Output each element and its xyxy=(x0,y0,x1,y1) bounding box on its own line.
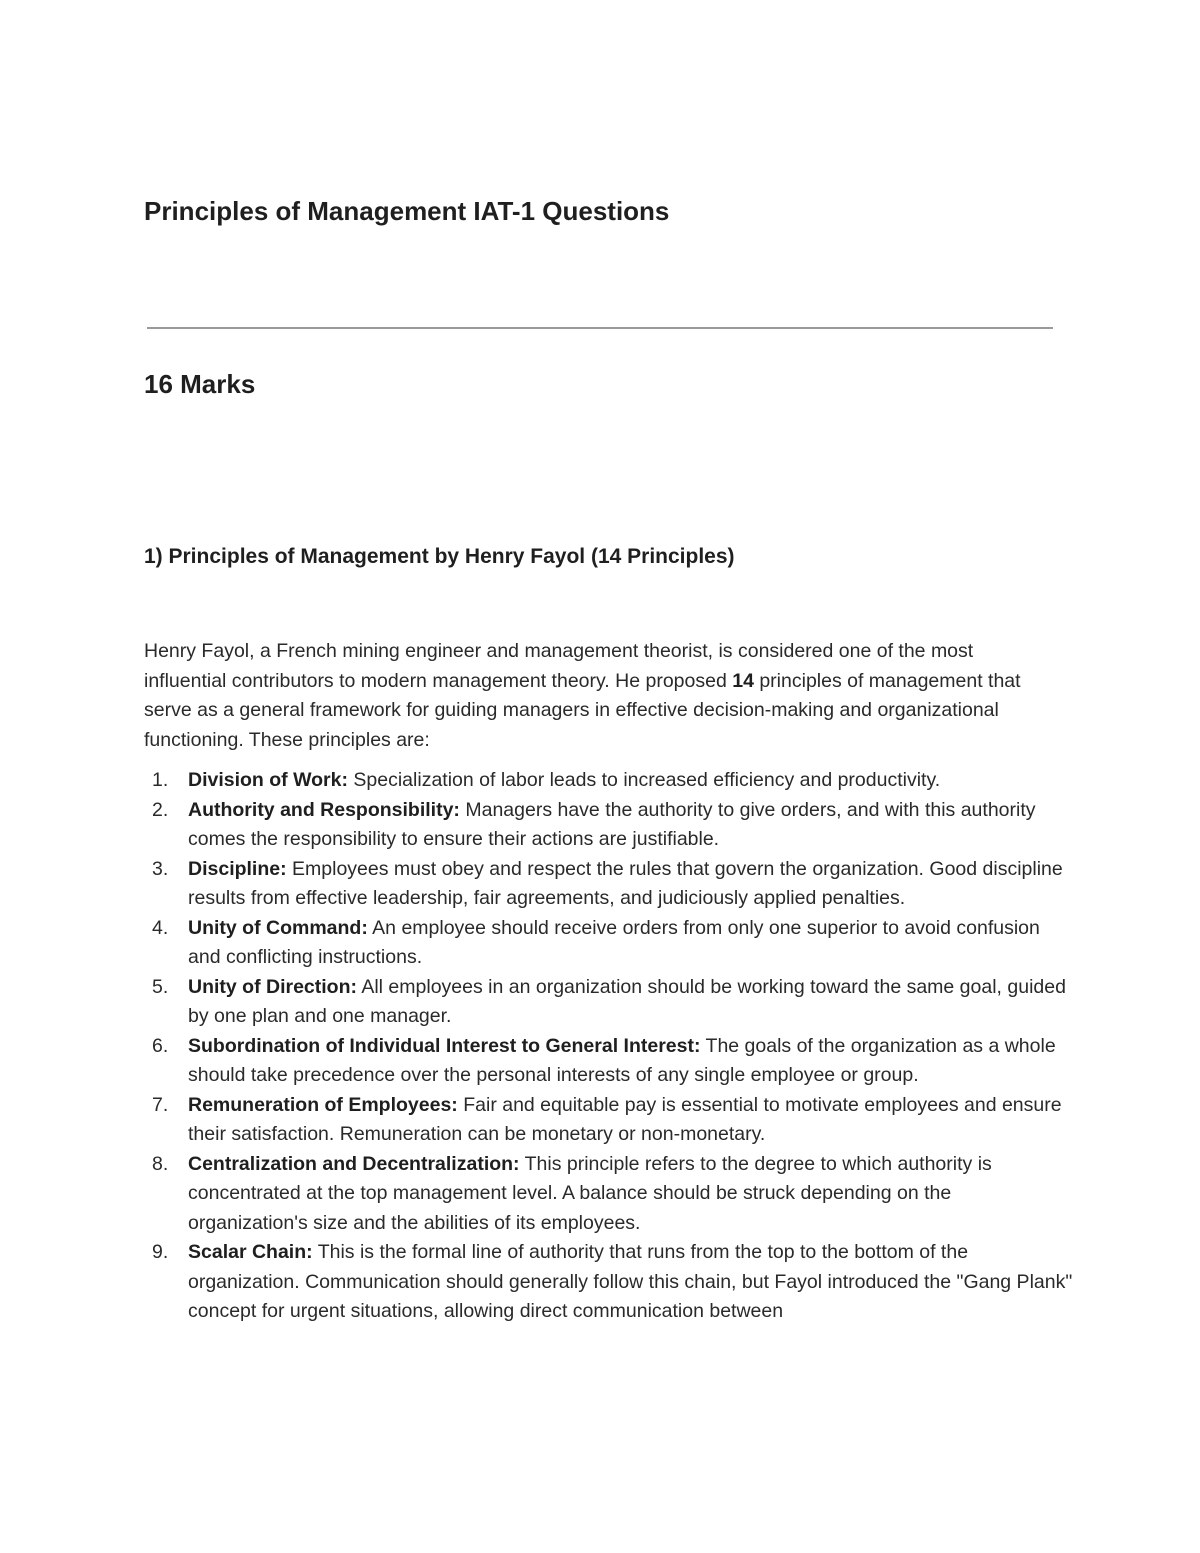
list-item xyxy=(144,766,1074,796)
list-item xyxy=(144,796,1074,855)
section-heading: 16 Marks xyxy=(144,369,256,399)
principle-description: Fair and equitable pay is essential to motivate employees and ensure their satisfaction. Remuneration can be monetary or non-monetary. xyxy=(188,1093,1062,1145)
principle-term: Scalar Chain: xyxy=(188,1241,313,1263)
list-number: 5. xyxy=(152,975,169,998)
horizontal-divider xyxy=(147,327,1053,329)
document-title: Principles of Management IAT-1 Questions xyxy=(144,196,670,226)
principle-term: Division of Work: xyxy=(188,769,348,791)
list-item xyxy=(144,914,1074,973)
list-number: 4. xyxy=(152,916,169,939)
principle-term: Authority and Responsibility: xyxy=(188,798,460,821)
principles-list xyxy=(144,766,1074,1327)
principle-term: Unity of Command: xyxy=(188,916,368,939)
list-number: 9. xyxy=(152,1241,169,1263)
list-number: 3. xyxy=(152,857,169,880)
question-heading: 1) Principles of Management by Henry Fayol (14 Principles) xyxy=(144,545,735,568)
principle-description: This is the formal line of authority that runs from the top to the bottom of the organization. Communication should generally follow this chain, but Fayol introduced the "Gang Plank" concept for urgent situations, allowing direct communication between xyxy=(188,1241,1073,1322)
list-item xyxy=(144,855,1074,914)
list-item xyxy=(144,1091,1074,1150)
list-number: 1. xyxy=(152,769,169,791)
intro-text-end: principles of management that serve as a general framework for guiding managers in effective decision-making and organizational functioning. These principles are: xyxy=(144,669,1021,751)
principle-term: Subordination of Individual Interest to General Interest: xyxy=(188,1034,701,1057)
intro-text-start: Henry Fayol, a French mining engineer and management theorist, is considered one of the most influential contributors to modern management theory. He proposed xyxy=(144,640,974,692)
principle-description: The goals of the organization as a whole should take precedence over the personal interests of any single employee or group. xyxy=(188,1034,1056,1086)
principle-description: All employees in an organization should be working toward the same goal, guided by one plan and one manager. xyxy=(188,975,1066,1027)
principle-term: Centralization and Decentralization: xyxy=(188,1152,520,1175)
list-number: 2. xyxy=(152,798,169,821)
principle-description: An employee should receive orders from only one superior to avoid confusion and conflicting instructions. xyxy=(188,916,1040,968)
principle-description: Specialization of labor leads to increased efficiency and productivity. xyxy=(347,769,941,791)
list-number: 6. xyxy=(152,1034,169,1057)
list-number: 7. xyxy=(152,1093,169,1116)
principle-term: Discipline: xyxy=(188,857,287,880)
intro-paragraph xyxy=(144,637,1044,755)
principle-term: Remuneration of Employees: xyxy=(188,1093,458,1116)
intro-emphasis: 14 xyxy=(732,669,754,692)
principle-term: Unity of Direction: xyxy=(188,975,357,998)
principle-description: Managers have the authority to give orders, and with this authority comes the responsibility to ensure their actions are justifiable. xyxy=(188,798,1036,850)
list-item xyxy=(144,1238,1074,1327)
list-item xyxy=(144,1032,1074,1091)
list-item xyxy=(144,973,1074,1032)
list-item xyxy=(144,1150,1074,1239)
list-number: 8. xyxy=(152,1152,169,1175)
principle-description: This principle refers to the degree to which authority is concentrated at the top management level. A balance should be struck depending on the organization's size and the abilities of its employees. xyxy=(188,1152,992,1234)
principle-description: Employees must obey and respect the rules that govern the organization. Good discipline results from effective leadership, fair agreements, and judiciously applied penalties. xyxy=(188,857,1063,909)
